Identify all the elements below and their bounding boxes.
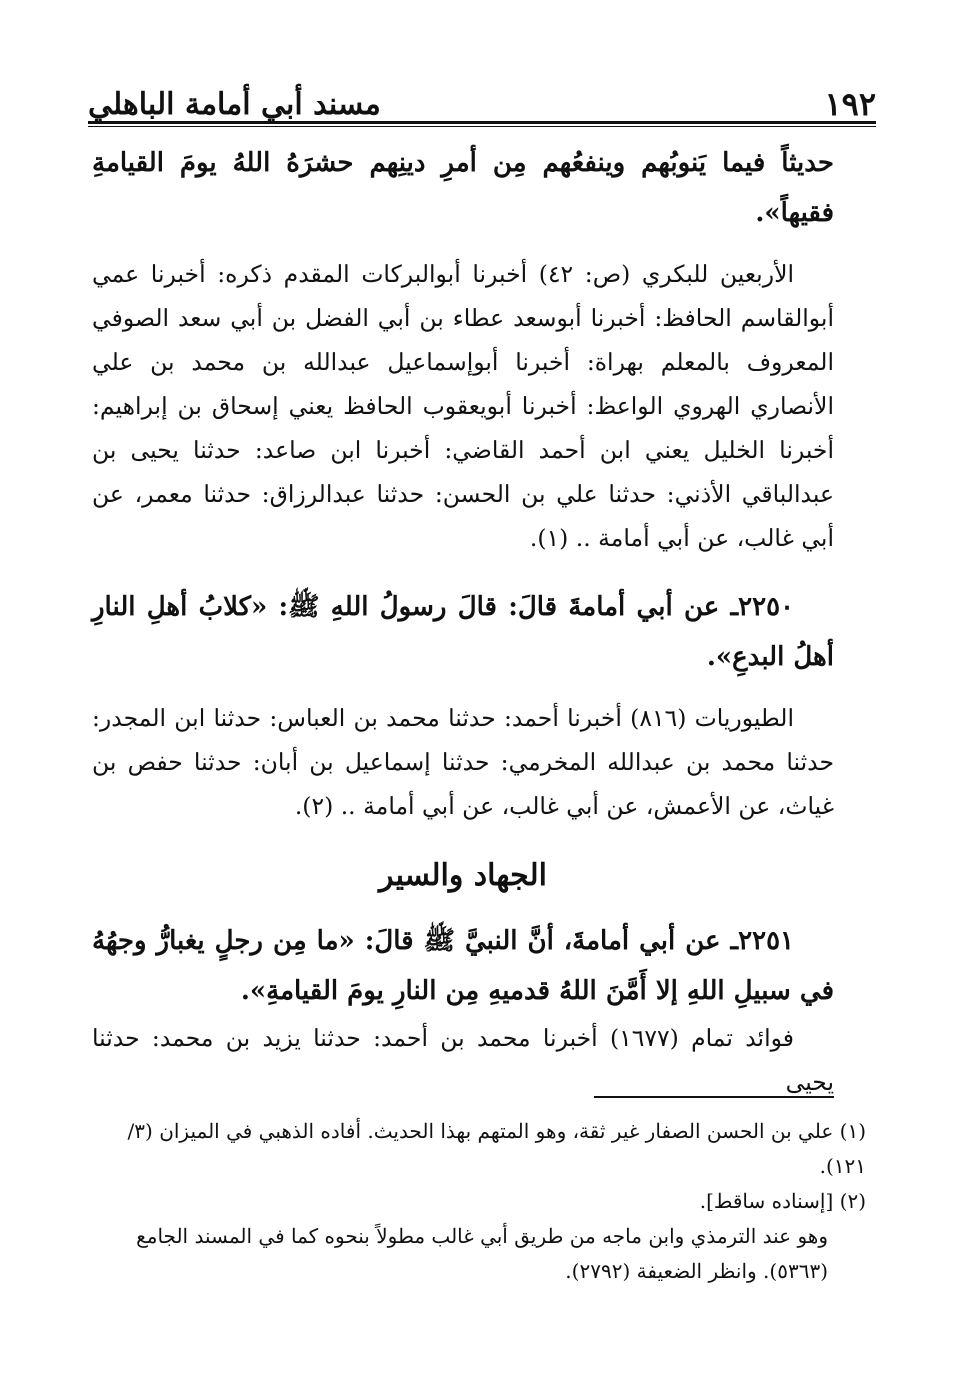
footnote-2-continuation: وهو عند الترمذي وابن ماجه من طريق أبي غالب مطولاً بنحوه كما في المسند الجامع (٥٣٦٣). وانظر الضعيفة (٢٧٩٢). xyxy=(136,1224,828,1283)
source-paragraph: فوائد تمام (١٦٧٧) أخبرنا محمد بن أحمد: حدثنا يزيد بن محمد: حدثنا يحيى xyxy=(92,1024,834,1096)
hadith-continuation: حديثاً فيما يَنوبُهم وينفعُهم مِن أمرِ دينِهم حشرَهُ اللهُ يومَ القيامةِ فقيهاً». xyxy=(92,148,834,228)
page-header xyxy=(88,70,876,123)
footnote-1: (١) علي بن الحسن الصفار غير ثقة، وهو المتهم بهذا الحديث. أفاده الذهبي في الميزان (٣/ ١٢١). xyxy=(127,1119,866,1178)
source-paragraph: الطيوريات (٨١٦) أخبرنا أحمد: حدثنا محمد بن العباس: حدثنا ابن المجدر: حدثنا محمد بن عبدالله المخرمي: حدثنا إسماعيل بن أبان: حدثنا حفص بن غياث، عن الأعمش، عن أبي غالب، عن أبي أمامة .. (٢). xyxy=(92,704,834,820)
footnote-rule xyxy=(594,1096,834,1098)
header-rule xyxy=(88,121,876,127)
source-paragraph: الأربعين للبكري (ص: ٤٢) أخبرنا أبوالبركات المقدم ذكره: أخبرنا عمي أبوالقاسم الحافظ: أخبرنا أبوسعد عطاء بن أبي الفضل بن أبي سعد الصوفي المعروف بالمعلم بهراة: أخبرنا أبوإسماعيل عبدالله بن محمد بن علي الأنصاري الهروي الواعظ: أخبرنا أبويعقوب الحافظ يعني إسحاق بن إبراهيم: أخبرنا الخليل يعني ابن أحمد القاضي: أخبرنا ابن صاعد: حدثنا يحيى بن عبدالباقي الأذني: حدثنا علي بن الحسن: حدثنا عبدالرزاق: حدثنا معمر، عن أبي غالب، عن أبي أمامة .. (١). xyxy=(92,260,834,552)
main-text xyxy=(92,138,834,1104)
section-heading: الجهاد والسير xyxy=(379,858,547,893)
footnotes xyxy=(92,1114,866,1289)
running-title: مسند أبي أمامة الباهلي xyxy=(88,87,381,122)
hadith-2250: ٢٢٥٠ـ عن أبي أمامةَ قالَ: قالَ رسولُ اللهِ ﷺ: «كلابُ أهلِ النارِ أهلُ البدعِ». xyxy=(92,592,834,672)
page-number: ١٩٢ xyxy=(824,85,876,123)
footnote-2: (٢) [إسناده ساقط]. xyxy=(699,1189,866,1213)
hadith-2251: ٢٢٥١ـ عن أبي أمامةَ، أنَّ النبيَّ ﷺ قالَ: «ما مِن رجلٍ يغبارُّ وجهُهُ في سبيلِ اللهِ إلا أَمَّنَ اللهُ قدميهِ مِن النارِ يومَ القيامةِ». xyxy=(92,926,834,1006)
